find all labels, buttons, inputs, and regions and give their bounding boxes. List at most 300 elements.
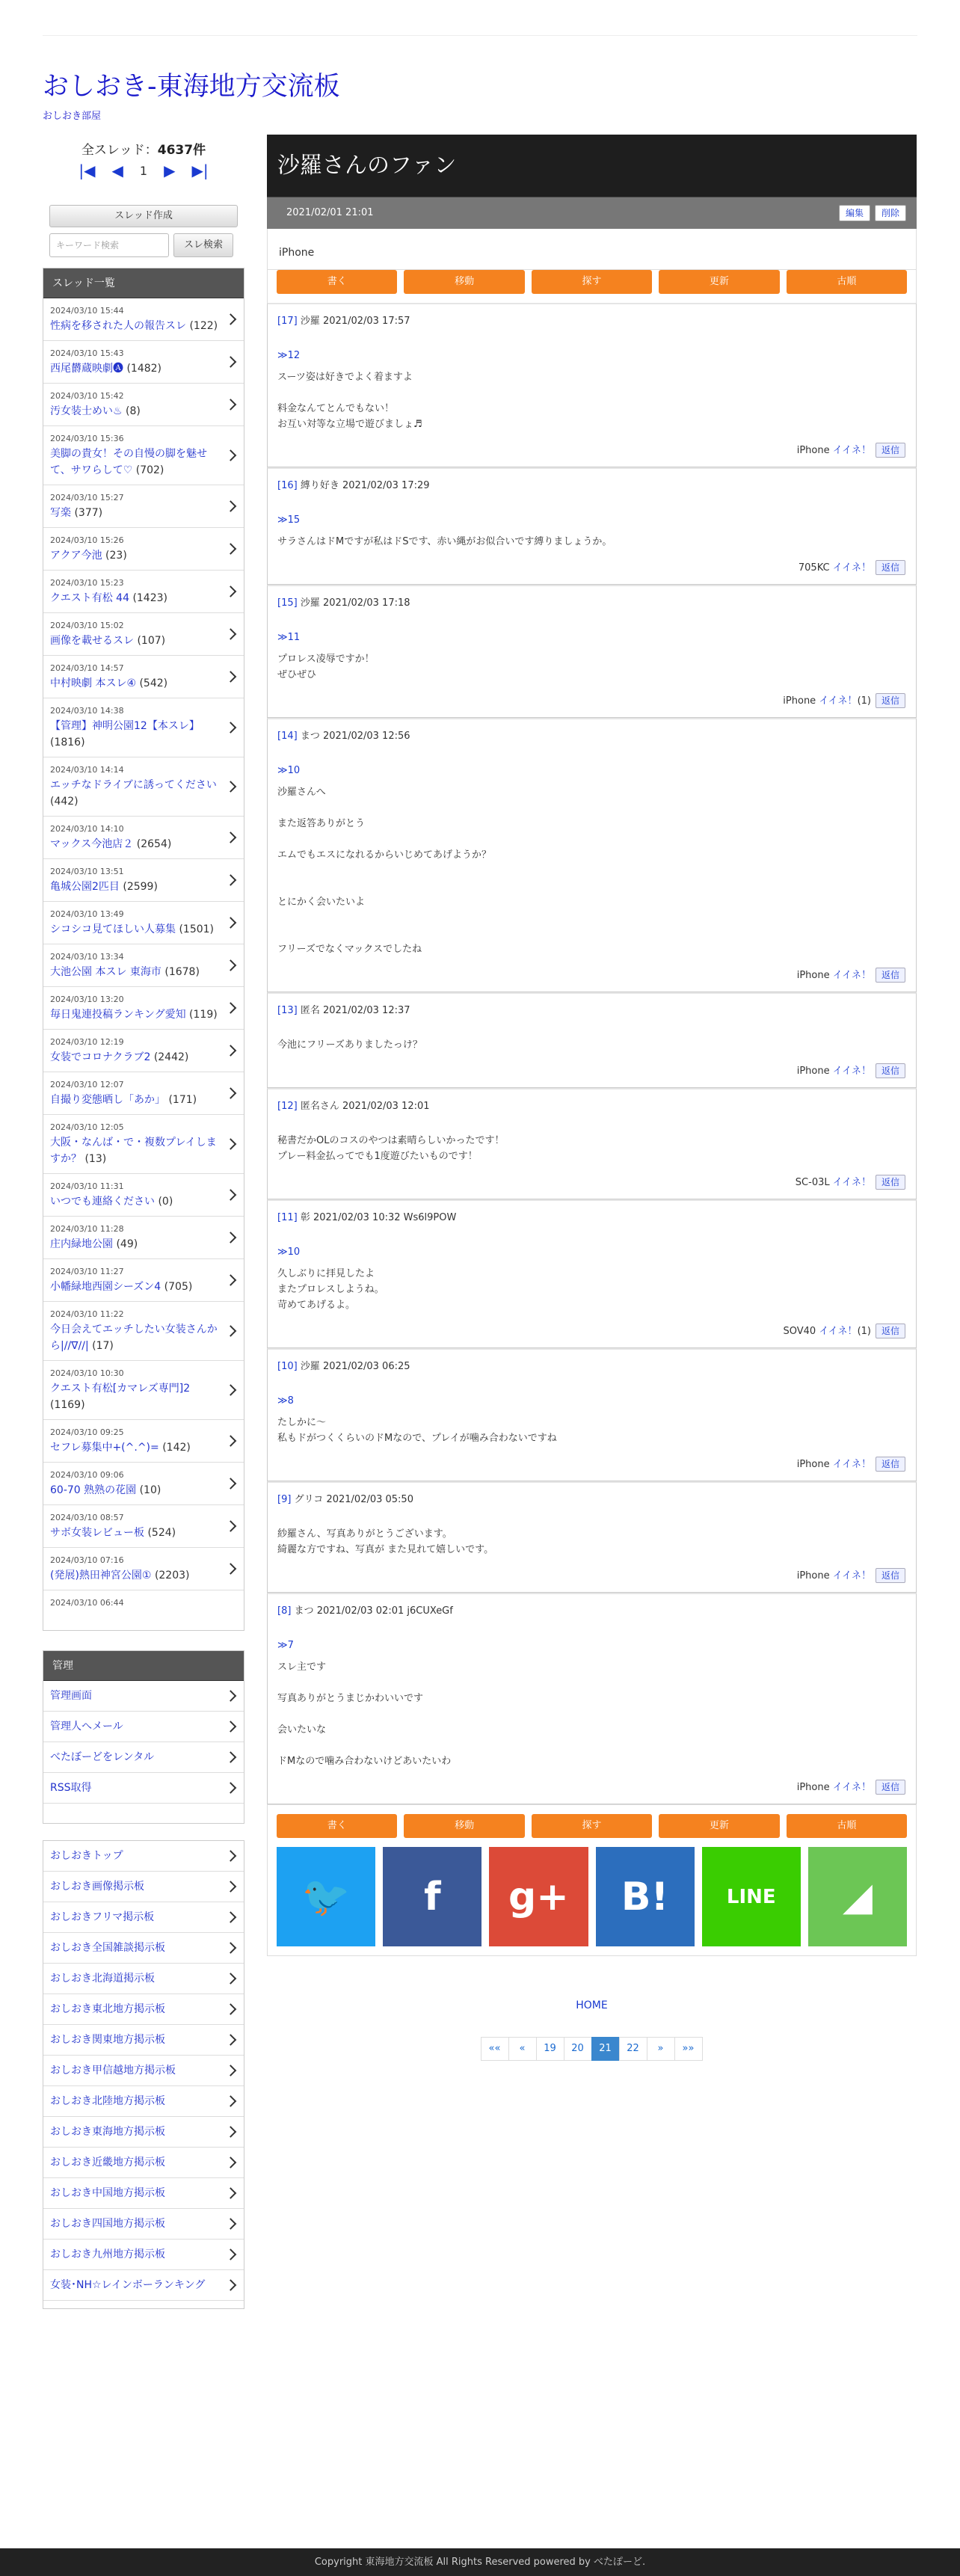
response-date: 2021/02/03 17:57	[322, 316, 410, 327]
page-link[interactable]: »»	[674, 2037, 703, 2061]
response-anchor-link[interactable]: ≫15	[277, 514, 301, 526]
thread-list-count: (1482)	[126, 363, 162, 375]
chevron-right-icon	[225, 1850, 237, 1862]
thread-list-item[interactable]	[43, 1072, 244, 1115]
response-number[interactable]: [11]	[277, 1212, 298, 1223]
reply-button[interactable]: 返信	[876, 1568, 905, 1583]
board-link-link[interactable]: おしおきトップ	[50, 1850, 123, 1862]
links-box	[43, 1840, 244, 2309]
hatena-icon: B!	[621, 1874, 669, 1919]
board-link-link[interactable]: おしおき甲信越地方掲示板	[50, 2065, 176, 2077]
thread-list-count: (122)	[189, 320, 218, 332]
edit-button[interactable]: 編集	[839, 205, 870, 221]
board-link-item[interactable]	[43, 2117, 244, 2148]
thread-list-count: (23)	[105, 550, 127, 562]
chevron-right-icon	[225, 585, 237, 597]
thread-list	[43, 298, 244, 1590]
reply-button[interactable]: 返信	[876, 443, 905, 458]
thread-list-link[interactable]: クエスト有松 44	[50, 592, 129, 604]
chevron-right-icon	[225, 2157, 237, 2168]
home-link[interactable]: HOME	[576, 1999, 608, 2011]
response-text: たしかに～ 私もドがつくくらいのドMなので、プレイが噛み合わないですね	[277, 1417, 557, 1444]
thread-list-item[interactable]	[43, 757, 244, 817]
thread-list-count: (17)	[92, 1340, 114, 1352]
like-button[interactable]: イイネ！	[819, 695, 858, 707]
thread-list-item[interactable]	[43, 613, 244, 656]
thread-list-link[interactable]: 美脚の貴女！その自慢の脚を魅せて、サワらして♡	[50, 448, 207, 476]
thread-list-item[interactable]	[43, 698, 244, 757]
thread-list-date: 2024/03/10 15:23	[50, 578, 124, 588]
thread-list-date: 2024/03/10 11:28	[50, 1224, 124, 1234]
thread-list-link[interactable]: 性病を移された人の報告スレ	[50, 320, 186, 332]
board-link-item[interactable]	[43, 2056, 244, 2086]
thread-list-link[interactable]: 女装でコロナクラブ2	[50, 1051, 151, 1063]
thread-list-title-line	[50, 921, 218, 938]
response-number[interactable]: [12]	[277, 1101, 298, 1112]
chevron-right-icon	[225, 1911, 237, 1923]
thread-list-date: 2024/03/10 12:19	[50, 1037, 124, 1047]
next-page-icon[interactable]: ▶	[164, 162, 176, 179]
reply-button[interactable]: 返信	[876, 693, 905, 708]
chevron-right-icon	[225, 1973, 237, 1985]
response-name: 縛り好き	[300, 480, 339, 491]
thread-list-link[interactable]: 【管理】神明公園12【本スレ】	[50, 720, 200, 732]
board-link-item[interactable]	[43, 2240, 244, 2270]
thread-list-link[interactable]: クエスト有松[カマレズ専門]2	[50, 1383, 191, 1395]
response-number[interactable]: [17]	[277, 316, 298, 327]
thread-list-item[interactable]	[43, 656, 244, 698]
response-footer	[277, 968, 905, 984]
thread-list-title-line	[50, 1134, 218, 1167]
thread-list-item[interactable]	[43, 1217, 244, 1259]
response-body	[277, 1037, 905, 1053]
thread-list-date: 2024/03/10 15:42	[50, 391, 124, 401]
thread-list-count: (13)	[84, 1153, 107, 1165]
board-link-item[interactable]	[43, 2270, 244, 2301]
board-link-item[interactable]	[43, 2025, 244, 2056]
thread-list-link[interactable]: 写楽	[50, 507, 71, 519]
response-anchor-link[interactable]: ≫11	[277, 632, 301, 643]
thread-list-link[interactable]: サボ女装レビュー板	[50, 1527, 144, 1539]
page-link[interactable]: 21	[591, 2037, 620, 2061]
thread-list-link[interactable]: シコシコ見てほしい人募集	[50, 923, 176, 935]
board-link-item[interactable]	[43, 1964, 244, 1994]
top-divider	[43, 35, 917, 36]
thread-list-link[interactable]: エッチなドライブに誘ってください	[50, 779, 217, 791]
response-name: 沙羅	[300, 597, 320, 609]
thread-device: iPhone	[279, 247, 315, 259]
thread-list-link[interactable]: アクア今池	[50, 550, 102, 562]
thread-list-link[interactable]: マックス今池店２	[50, 838, 134, 850]
admin-menu-item[interactable]	[43, 1773, 244, 1804]
thread-main	[267, 135, 917, 2061]
board-link-item[interactable]	[43, 1994, 244, 2025]
board-link-link[interactable]: おしおき関東地方掲示板	[50, 2034, 165, 2046]
response-number[interactable]: [13]	[277, 1005, 298, 1016]
page-link[interactable]: «	[508, 2037, 537, 2061]
response-anchor-link[interactable]: ≫10	[277, 765, 301, 776]
thread-list-count: (524)	[147, 1527, 176, 1539]
chevron-right-icon	[225, 1520, 237, 1532]
reply-button[interactable]: 返信	[876, 968, 905, 983]
keyword-search-input[interactable]: キーワード検索	[49, 233, 169, 257]
board-link-link[interactable]: おしおき北陸地方掲示板	[50, 2095, 165, 2107]
write-button[interactable]: 書く	[277, 270, 397, 294]
thread-list-item[interactable]	[43, 1174, 244, 1217]
thread-list-link[interactable]: 今日会えてエッチしたい女装さんから|//∇//|	[50, 1324, 218, 1352]
chevron-right-icon	[225, 2095, 237, 2107]
thread-list-item[interactable]	[43, 987, 244, 1030]
response-number[interactable]: [9]	[277, 1494, 292, 1505]
thread-list-count: (702)	[135, 464, 164, 476]
response-text: 今池にフリーズありましたっけ？	[277, 1039, 422, 1051]
response-header	[277, 1492, 905, 1508]
response-post	[267, 1348, 917, 1481]
thread-list-item[interactable]	[43, 1259, 244, 1302]
twitter-share-button[interactable]	[277, 1847, 375, 1946]
response-footer	[277, 1175, 905, 1191]
feedly-share-button[interactable]	[808, 1847, 907, 1946]
chevron-right-icon	[225, 543, 237, 555]
response-number[interactable]: [16]	[277, 480, 298, 491]
response-anchor-link[interactable]: ≫12	[277, 350, 301, 361]
oldest-first-button[interactable]: 古順	[787, 270, 907, 294]
thread-date: 2021/02/01 21:01	[286, 207, 374, 218]
admin-menu-item[interactable]	[43, 1742, 244, 1773]
chevron-right-icon	[225, 2248, 237, 2260]
thread-list-item[interactable]	[43, 1302, 244, 1361]
admin-menu-item[interactable]	[43, 1712, 244, 1742]
admin-menu-item[interactable]	[43, 1681, 244, 1712]
thread-list-item[interactable]	[43, 902, 244, 944]
board-link-link[interactable]: おしおき北海道掲示板	[50, 1973, 155, 1985]
thread-list-item[interactable]	[43, 341, 244, 384]
move-button-bottom[interactable]: 移動	[404, 1814, 524, 1838]
thread-list-link[interactable]: 画像を載せるスレ	[50, 635, 134, 647]
admin-spacer	[43, 1804, 244, 1823]
thread-list-title-line	[50, 547, 218, 564]
thread-list-link[interactable]: 西尾欝蔵映劇🅐	[50, 363, 123, 375]
google-plus-icon: g+	[508, 1874, 569, 1919]
response-date: 2021/02/03 05:50	[326, 1494, 413, 1505]
thread-list-count: (49)	[116, 1238, 138, 1250]
thread-list-title-line	[50, 1567, 218, 1584]
board-link-link[interactable]: おしおき東北地方掲示板	[50, 2003, 165, 2015]
board-link-item[interactable]	[43, 2178, 244, 2209]
response-number[interactable]: [15]	[277, 597, 298, 609]
board-link-link[interactable]: おしおきフリマ掲示板	[50, 1911, 155, 1923]
thread-list-item[interactable]	[43, 1548, 244, 1590]
thread-list-date: 2024/03/10 10:30	[50, 1368, 124, 1378]
response-date: 2021/02/03 17:29	[342, 480, 430, 491]
response-header	[277, 1098, 905, 1115]
find-button[interactable]: 探す	[532, 270, 652, 294]
response-name: 彰	[300, 1212, 310, 1223]
reply-button[interactable]: 返信	[876, 1175, 905, 1190]
like-button[interactable]: イイネ！	[832, 970, 871, 981]
thread-list-item[interactable]	[43, 571, 244, 613]
thread-list-link[interactable]: 大池公園 本スレ 東海市	[50, 966, 161, 978]
site-title[interactable]: おしおき-東海地方交流板	[43, 72, 340, 102]
like-button[interactable]: イイネ！	[832, 1177, 871, 1188]
hatena-share-button[interactable]	[596, 1847, 695, 1946]
prev-page-icon[interactable]: ◀	[111, 162, 123, 179]
response-name: まつ	[294, 1605, 314, 1617]
response-id: j6CUXeGf	[407, 1605, 453, 1617]
like-button[interactable]: イイネ！	[832, 1570, 871, 1581]
thread-count	[43, 139, 244, 159]
thread-list-link[interactable]: 自撮り変態晒し「あか」	[50, 1094, 165, 1106]
admin-menu-link[interactable]: べたぼーどをレンタル	[50, 1751, 155, 1763]
response-body	[277, 1638, 905, 1769]
site-subtitle[interactable]: おしおき部屋	[43, 111, 102, 122]
thread-list-item[interactable]	[43, 1115, 244, 1174]
response-device: 705KC	[798, 562, 830, 574]
thread-list-item[interactable]	[43, 1420, 244, 1463]
response-text: 紗羅さん、写真ありがとうございます。 綺麗な方ですね、写真が また見れて嬉しいです。	[277, 1528, 494, 1555]
response-footer	[277, 1324, 905, 1340]
response-number[interactable]: [8]	[277, 1605, 292, 1617]
thread-list-link[interactable]: いつでも連絡ください	[50, 1196, 155, 1208]
response-name: 沙羅	[300, 316, 320, 327]
thread-title: 沙羅さんのファン	[267, 135, 917, 197]
response-post	[267, 1593, 917, 1804]
thread-list-link[interactable]: 小幡緑地西園シーズン4	[50, 1281, 161, 1293]
thread-list-item[interactable]	[43, 384, 244, 426]
line-share-button[interactable]	[702, 1847, 801, 1946]
chevron-right-icon	[225, 1881, 237, 1893]
last-thread-date: 2024/03/10 06:44	[50, 1598, 124, 1608]
thread-list-link[interactable]: (発展)熱田神宮公園①	[50, 1570, 152, 1581]
response-name: まつ	[300, 731, 320, 742]
board-link-link[interactable]: おしおき全国雑談掲示板	[50, 1942, 165, 1954]
reply-button[interactable]: 返信	[876, 560, 905, 575]
thread-list-date: 2024/03/10 15:27	[50, 493, 124, 502]
response-post	[267, 992, 917, 1088]
like-button[interactable]: イイネ！	[832, 562, 871, 574]
thread-list-title-line	[50, 964, 218, 980]
response-anchor-link[interactable]: ≫7	[277, 1640, 294, 1651]
board-link-item[interactable]	[43, 2209, 244, 2240]
thread-list-item[interactable]	[43, 426, 244, 485]
response-body	[277, 763, 905, 957]
last-page-icon[interactable]: ▶|	[191, 162, 209, 179]
thread-list-title-line	[50, 718, 218, 751]
reply-button[interactable]: 返信	[876, 1780, 905, 1795]
response-text: プロレス凌辱ですか！ ぜひぜひ	[277, 654, 375, 680]
like-count: (1)	[857, 1326, 871, 1337]
thread-list-item[interactable]	[43, 944, 244, 987]
response-date: 2021/02/03 10:32	[313, 1212, 401, 1223]
thread-ops-top	[267, 270, 917, 303]
thread-list-count: (171)	[168, 1094, 197, 1106]
response-footer	[277, 1780, 905, 1796]
google-plus-share-button[interactable]	[489, 1847, 588, 1946]
response-body	[277, 630, 905, 683]
thread-list-link[interactable]: 亀城公園2匹目	[50, 881, 120, 893]
chevron-right-icon	[225, 671, 237, 683]
thread-list-date: 2024/03/10 15:36	[50, 434, 124, 443]
thread-list-count: (705)	[164, 1281, 193, 1293]
board-link-link[interactable]: おしおき近畿地方掲示板	[50, 2157, 165, 2168]
thread-list-item[interactable]	[43, 859, 244, 902]
response-anchor-link[interactable]: ≫10	[277, 1246, 301, 1258]
page-link[interactable]: 22	[619, 2037, 647, 2061]
thread-list-item[interactable]	[43, 528, 244, 571]
board-link-link[interactable]: おしおき中国地方掲示板	[50, 2187, 165, 2199]
response-body	[277, 1393, 905, 1446]
thread-list-title-line	[50, 403, 218, 419]
chevron-right-icon	[225, 1751, 237, 1763]
chevron-right-icon	[225, 959, 237, 971]
thread-list-count: (1169)	[50, 1399, 85, 1411]
like-button[interactable]: イイネ！	[832, 1459, 871, 1470]
chevron-right-icon	[225, 1189, 237, 1201]
thread-list-count: (142)	[162, 1442, 191, 1454]
response-text: 久しぶりに拝見したよ またプロレスしようね。 苛めてあげるよ。	[277, 1268, 384, 1311]
response-number[interactable]: [14]	[277, 731, 298, 742]
thread-list-date: 2024/03/10 13:49	[50, 909, 124, 919]
page-link[interactable]: »	[647, 2037, 675, 2061]
thread-list-link[interactable]: 大阪・なんば・で・複数プレイしますか？	[50, 1137, 217, 1165]
admin-menu-link[interactable]: 管理人へメール	[50, 1721, 123, 1733]
thread-list-item[interactable]	[43, 1463, 244, 1505]
thread-list-box	[43, 268, 244, 1631]
response-device: SC-03L	[795, 1177, 830, 1188]
chevron-right-icon	[225, 831, 237, 843]
thread-search-button[interactable]: スレ検索	[173, 233, 233, 257]
chevron-right-icon	[225, 1274, 237, 1286]
response-header	[277, 595, 905, 612]
refresh-button[interactable]: 更新	[659, 270, 779, 294]
thread-list-date: 2024/03/10 11:22	[50, 1309, 124, 1319]
admin-menu-link[interactable]: RSS取得	[50, 1782, 92, 1794]
thread-list-title-line	[50, 633, 218, 649]
chevron-right-icon	[225, 1782, 237, 1794]
thread-list-item[interactable]	[43, 1030, 244, 1072]
chevron-right-icon	[225, 1563, 237, 1575]
thread-search	[49, 233, 244, 257]
response-date: 2021/02/03 12:01	[342, 1101, 430, 1112]
board-link-item[interactable]	[43, 2086, 244, 2117]
response-header	[277, 1003, 905, 1019]
facebook-share-button[interactable]	[383, 1847, 481, 1946]
reply-button[interactable]: 返信	[876, 1457, 905, 1472]
move-button[interactable]: 移動	[404, 270, 524, 294]
thread-list-count: (1423)	[132, 592, 167, 604]
chevron-right-icon	[225, 2003, 237, 2015]
reply-button[interactable]: 返信	[876, 1063, 905, 1078]
thread-list-link[interactable]: 60-70 熟熟の花園	[50, 1484, 137, 1496]
thread-list-item[interactable]	[43, 1361, 244, 1420]
response-post	[267, 303, 917, 467]
thread-list-count: (107)	[137, 635, 166, 647]
thread-list-title-line	[50, 1482, 218, 1498]
oldest-first-button-bottom[interactable]: 古順	[787, 1814, 907, 1838]
response-number[interactable]: [10]	[277, 1361, 298, 1372]
delete-button[interactable]: 削除	[875, 205, 906, 221]
response-anchor-link[interactable]: ≫8	[277, 1395, 294, 1407]
board-link-link[interactable]: おしおき画像掲示板	[50, 1881, 144, 1893]
page-link[interactable]: 20	[564, 2037, 592, 2061]
like-button[interactable]: イイネ！	[832, 1066, 871, 1077]
like-button[interactable]: イイネ！	[832, 1782, 871, 1793]
response-header	[277, 728, 905, 745]
response-post	[267, 1199, 917, 1348]
thread-list-item[interactable]	[43, 1505, 244, 1548]
board-link-item[interactable]	[43, 2148, 244, 2178]
thread-list-link[interactable]: 中村映劇 本スレ④	[50, 677, 137, 689]
response-header	[277, 313, 905, 330]
create-thread-button[interactable]: スレッド作成	[49, 205, 238, 227]
twitter-icon: 🐦	[301, 1875, 351, 1919]
thread-list-title-line	[50, 1279, 218, 1295]
thread-list-title-line	[50, 1525, 218, 1541]
response-text: スレ主です 写真ありがとうまじかわいいです 会いたいな ドMなので噛み合わないけどあいたいわ	[277, 1662, 452, 1767]
chevron-right-icon	[225, 628, 237, 640]
thread-list-title-line	[50, 1049, 218, 1066]
thread-list-count: (542)	[139, 677, 168, 689]
page-link[interactable]: ««	[481, 2037, 509, 2061]
first-page-icon[interactable]: |◀	[79, 162, 96, 179]
board-link-item[interactable]	[43, 1933, 244, 1964]
board-link-link[interactable]: 女装･NH☆レインボーランキング	[50, 2279, 206, 2291]
chevron-right-icon	[225, 1138, 237, 1150]
board-link-item[interactable]	[43, 1841, 244, 1872]
admin-menu-link[interactable]: 管理画面	[50, 1690, 92, 1702]
response-name: 沙羅	[300, 1361, 320, 1372]
chevron-right-icon	[225, 399, 237, 411]
find-button-bottom[interactable]: 探す	[532, 1814, 652, 1838]
chevron-right-icon	[225, 1690, 237, 1702]
chevron-right-icon	[225, 2126, 237, 2138]
board-link-link[interactable]: おしおき九州地方掲示板	[50, 2248, 165, 2260]
thread-list-count: (10)	[139, 1484, 161, 1496]
thread-list-link[interactable]: 毎日鬼連投稿ランキング愛知	[50, 1009, 186, 1021]
write-button-bottom[interactable]: 書く	[277, 1814, 397, 1838]
feedly-icon: ◢	[842, 1874, 873, 1919]
sidebar-page-number: 1	[139, 163, 148, 178]
refresh-button-bottom[interactable]: 更新	[659, 1814, 779, 1838]
board-link-item[interactable]	[43, 1872, 244, 1902]
board-link-link[interactable]: おしおき東海地方掲示板	[50, 2126, 165, 2138]
chevron-right-icon	[225, 781, 237, 793]
page-link[interactable]: 19	[536, 2037, 564, 2061]
board-link-item[interactable]	[43, 1902, 244, 1933]
reply-button[interactable]: 返信	[876, 1324, 905, 1338]
board-link-link[interactable]: おしおき四国地方掲示板	[50, 2218, 165, 2230]
thread-list-link[interactable]: セフレ募集中+(^.^)=	[50, 1442, 159, 1454]
thread-list-count: (377)	[74, 507, 103, 519]
thread-list-date: 2024/03/10 15:43	[50, 348, 124, 358]
thread-list-date: 2024/03/10 14:10	[50, 824, 124, 834]
response-header	[277, 478, 905, 494]
thread-list-date: 2024/03/10 15:44	[50, 306, 124, 316]
thread-list-link[interactable]: 庄内緑地公園	[50, 1238, 113, 1250]
thread-list-item[interactable]	[43, 817, 244, 859]
thread-list-item[interactable]	[43, 298, 244, 341]
chevron-right-icon	[225, 1435, 237, 1447]
like-button[interactable]: イイネ！	[819, 1326, 858, 1337]
thread-list-link[interactable]: 汚女装士めい♨	[50, 405, 123, 417]
like-button[interactable]: イイネ！	[832, 445, 871, 456]
sidebar-pager	[43, 159, 244, 182]
thread-list-date: 2024/03/10 14:14	[50, 765, 124, 775]
thread-list-date: 2024/03/10 09:06	[50, 1470, 124, 1480]
thread-list-count: (2442)	[153, 1051, 189, 1063]
response-device: iPhone	[796, 1066, 830, 1077]
thread-list-item[interactable]	[43, 485, 244, 528]
